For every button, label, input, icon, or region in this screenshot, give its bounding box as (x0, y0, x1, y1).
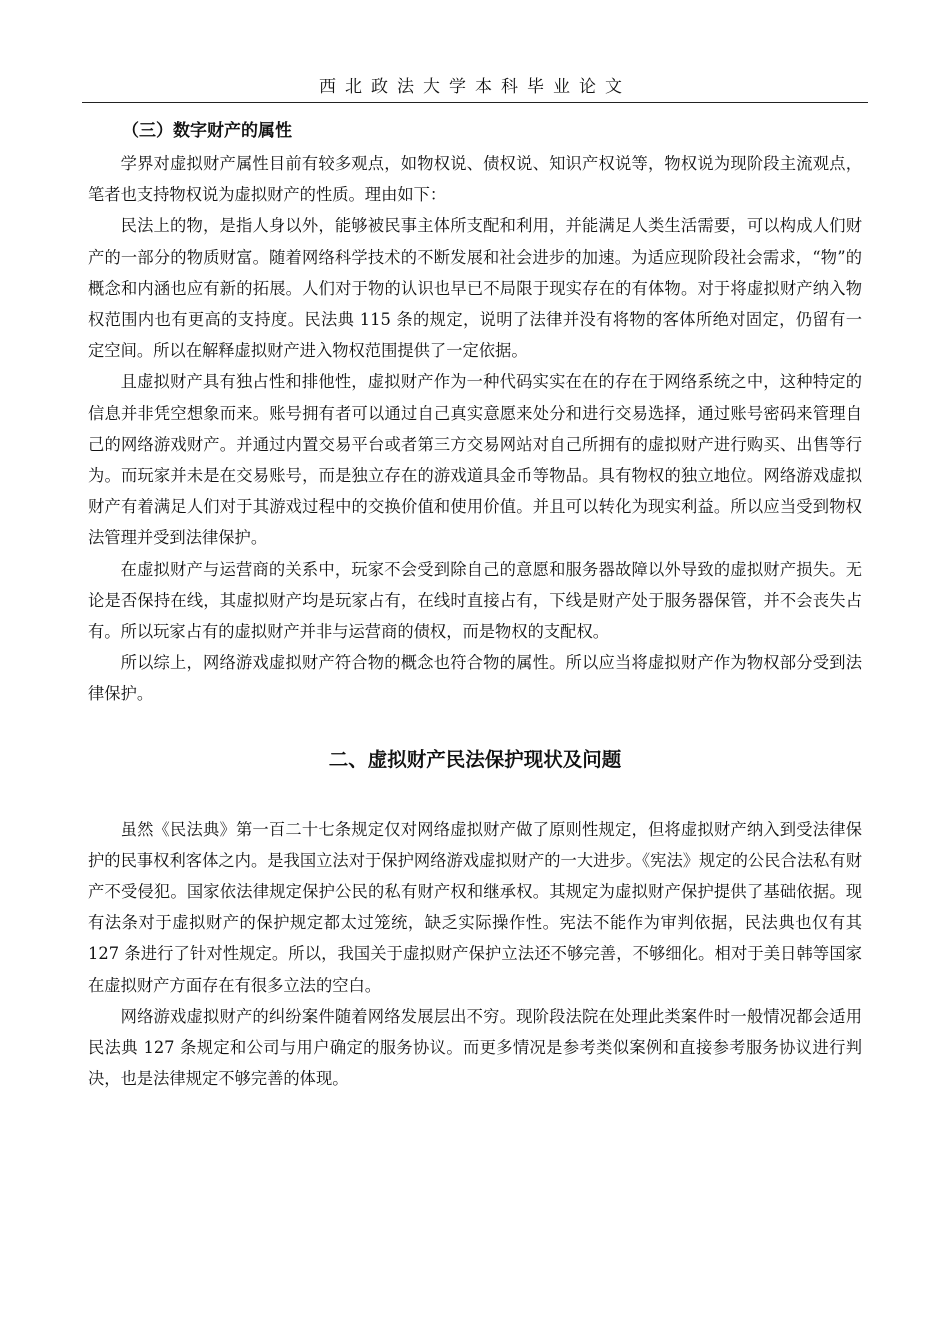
page-header-title: 西北政法大学本科毕业论文 (319, 77, 631, 97)
body-paragraph: 在虚拟财产与运营商的关系中，玩家不会受到除自己的意愿和服务器故障以外导致的虚拟财产损失。无论是否保持在线，其虚拟财产均是玩家占有，在线时直接占有，下线是财产处于服务器保管，并不会丧失占有。所以玩家占有的虚拟财产并非与运营商的债权，而是物权的支配权。 (88, 559, 862, 642)
subsection-heading: （三）数字财产的属性 (122, 121, 292, 141)
body-paragraph: 网络游戏虚拟财产的纠纷案件随着网络发展层出不穷。现阶段法院在处理此类案件时一般情况都会适用民法典 127 条规定和公司与用户确定的服务协议。而更多情况是参考类似案例和直接参考服务协议进行判决，也是法律规定不够完善的体现。 (88, 1006, 862, 1089)
body-paragraph: 学界对虚拟财产属性目前有较多观点，如物权说、债权说、知识产权说等，物权说为现阶段主流观点，笔者也支持物权说为虚拟财产的性质。理由如下： (88, 154, 862, 205)
page-body (88, 120, 862, 1094)
body-paragraph: 虽然《民法典》第一百二十七条规定仅对网络虚拟财产做了原则性规定，但将虚拟财产纳入到受法律保护的民事权利客体之内。是我国立法对于保护网络游戏虚拟财产的一大进步。《宪法》规定的公民合法私有财产不受侵犯。国家依法律规定保护公民的私有财产权和继承权。其规定为虚拟财产保护提供了基础依据。现有法条对于虚拟财产的保护规定都太过笼统，缺乏实际操作性。宪法不能作为审判依据，民法典也仅有其 127 条进行了针对性规定。所以，我国关于虚拟财产保护立法还不够完善，不够细化。相对于美日韩等国家在虚拟财产方面存在有很多立法的空白。 (88, 819, 862, 995)
section-heading: 二、虚拟财产民法保护现状及问题 (328, 747, 622, 771)
body-paragraph: 且虚拟财产具有独占性和排他性，虚拟财产作为一种代码实实在在的存在于网络系统之中，这种特定的信息并非凭空想象而来。账号拥有者可以通过自己真实意愿来处分和进行交易选择，通过账号密码来管理自己的网络游戏财产。并通过内置交易平台或者第三方交易网站对自己所拥有的虚拟财产进行购买、出售等行为。而玩家并未是在交易账号，而是独立存在的游戏道具金币等物品。具有物权的独立地位。网络游戏虚拟财产有着满足人们对于其游戏过程中的交换价值和使用价值。并且可以转化为现实利益。所以应当受到物权法管理并受到法律保护。 (88, 372, 862, 548)
body-paragraph: 民法上的物，是指人身以外，能够被民事主体所支配和利用，并能满足人类生活需要，可以构成人们财产的一部分的物质财富。随着网络科学技术的不断发展和社会进步的加速。为适应现阶段社会需求，“物”的概念和内涵也应有新的拓展。人们对于物的认识也早已不局限于现实存在的有体物。对于将虚拟财产纳入物权范围内也有更高的支持度。民法典 115 条的规定，说明了法律并没有将物的客体所绝对固定，仍留有一定空间。所以在解释虚拟财产进入物权范围提供了一定依据。 (88, 216, 862, 361)
header-divider (82, 102, 868, 103)
body-paragraph: 所以综上，网络游戏虚拟财产符合物的概念也符合物的属性。所以应当将虚拟财产作为物权部分受到法律保护。 (88, 653, 862, 704)
